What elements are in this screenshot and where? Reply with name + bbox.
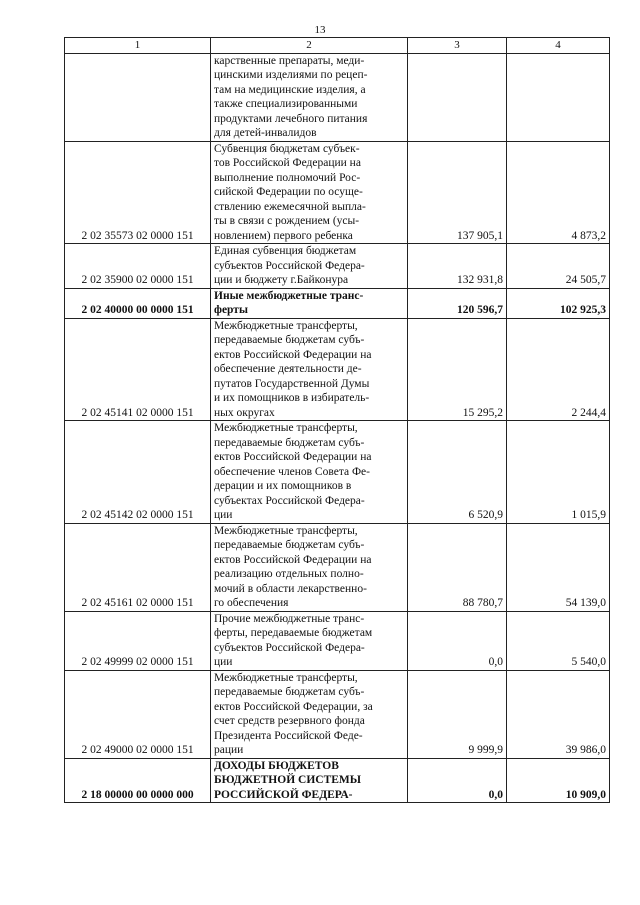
description-line: реализацию отдельных полно-	[214, 568, 364, 580]
item-description	[211, 244, 408, 289]
description-line: также специализированными	[214, 98, 358, 110]
amount-column-3: 137 905,1	[408, 141, 507, 244]
item-description	[211, 670, 408, 758]
item-description	[211, 53, 408, 141]
item-description	[211, 611, 408, 670]
description-line: ты в связи с рождением (усы-	[214, 215, 360, 227]
description-line: передаваемые бюджетам субъ-	[214, 539, 365, 551]
description-line: субъектах Российской Федера-	[214, 494, 365, 507]
budget-code: 2 02 45142 02 0000 151	[65, 421, 211, 524]
description-line: продуктами лечебного питания	[214, 112, 368, 125]
table-row	[65, 523, 610, 611]
description-line: дерации и их помощников в	[214, 480, 352, 492]
table-row	[65, 318, 610, 421]
column-header: 3	[408, 38, 507, 54]
description-line: передаваемые бюджетам субъ-	[214, 686, 365, 698]
page-number: 13	[314, 24, 326, 36]
description-line: Межбюджетные трансферты,	[214, 671, 358, 684]
description-line: Субвенция бюджетам субъек-	[214, 142, 360, 155]
description-line: БЮДЖЕТНОЙ СИСТЕМЫ	[214, 774, 362, 786]
description-line: там на медицинские изделия, а	[214, 83, 366, 96]
budget-code: 2 18 00000 00 0000 000	[65, 758, 211, 803]
column-header: 4	[507, 38, 610, 54]
description-line: ферты	[214, 304, 248, 316]
amount-column-4: 1 015,9	[507, 421, 610, 524]
description-line: РОССИЙСКОЙ ФЕДЕРА-	[214, 788, 353, 801]
description-line: Межбюджетные трансферты,	[214, 422, 358, 434]
description-line: передаваемые бюджетам субъ-	[214, 436, 365, 449]
amount-column-4: 102 925,3	[507, 288, 610, 318]
amount-column-3: 0,0	[408, 611, 507, 670]
description-line: Президента Российской Феде-	[214, 729, 363, 742]
description-line: Единая субвенция бюджетам	[214, 245, 357, 257]
description-line: новлением) первого ребенка	[214, 229, 353, 242]
column-header: 1	[65, 38, 211, 54]
description-line: субъектов Российской Федера-	[214, 641, 365, 654]
budget-code: 2 02 35900 02 0000 151	[65, 244, 211, 289]
amount-column-3: 9 999,9	[408, 670, 507, 758]
description-line: Межбюджетные трансферты,	[214, 319, 358, 332]
description-line: Иные межбюджетные транс-	[214, 289, 364, 302]
description-line: ектов Российской Федерации на	[214, 451, 372, 463]
item-description	[211, 288, 408, 318]
table-header-row	[65, 38, 610, 54]
item-description	[211, 141, 408, 244]
amount-column-3: 120 596,7	[408, 288, 507, 318]
description-line: цинскими изделиями по рецеп-	[214, 69, 368, 81]
item-description	[211, 318, 408, 421]
description-line: сийской Федерации по осуще-	[214, 186, 363, 198]
table-row	[65, 421, 610, 524]
amount-column-3: 15 295,2	[408, 318, 507, 421]
budget-code	[65, 53, 211, 141]
table-row	[65, 758, 610, 803]
amount-column-4: 54 139,0	[507, 523, 610, 611]
table-row	[65, 670, 610, 758]
amount-column-3: 0,0	[408, 758, 507, 803]
amount-column-4: 5 540,0	[507, 611, 610, 670]
amount-column-4: 4 873,2	[507, 141, 610, 244]
table-row	[65, 288, 610, 318]
description-line: обеспечение членов Совета Фе-	[214, 465, 370, 478]
budget-table	[64, 37, 610, 803]
description-line: ствлению ежемесячной выпла-	[214, 200, 366, 213]
description-line: ектов Российской Федерации на	[214, 348, 372, 361]
item-description	[211, 421, 408, 524]
amount-column-4	[507, 53, 610, 141]
table-row	[65, 141, 610, 244]
description-line: Межбюджетные трансферты,	[214, 524, 358, 537]
amount-column-3: 6 520,9	[408, 421, 507, 524]
description-line: рации	[214, 744, 244, 756]
description-line: ных округах	[214, 406, 275, 419]
item-description	[211, 758, 408, 803]
table-row	[65, 53, 610, 141]
description-line: ДОХОДЫ БЮДЖЕТОВ	[214, 759, 339, 772]
description-line: для детей-инвалидов	[214, 127, 317, 139]
amount-column-4: 10 909,0	[507, 758, 610, 803]
description-line: го обеспечения	[214, 597, 289, 609]
description-line: ции	[214, 656, 233, 668]
column-header: 2	[211, 38, 408, 54]
description-line: передаваемые бюджетам субъ-	[214, 334, 365, 346]
table-row	[65, 244, 610, 289]
table-row	[65, 611, 610, 670]
item-description	[211, 523, 408, 611]
description-line: ферты, передаваемые бюджетам	[214, 627, 373, 639]
budget-code: 2 02 40000 00 0000 151	[65, 288, 211, 318]
budget-code: 2 02 49000 02 0000 151	[65, 670, 211, 758]
amount-column-4: 24 505,7	[507, 244, 610, 289]
amount-column-3: 88 780,7	[408, 523, 507, 611]
description-line: карственные препараты, меди-	[214, 54, 365, 67]
amount-column-4: 2 244,4	[507, 318, 610, 421]
description-line: выполнение полномочий Рос-	[214, 171, 361, 184]
description-line: ектов Российской Федерации на	[214, 553, 372, 566]
description-line: путатов Государственной Думы	[214, 377, 370, 390]
description-line: ции и бюджету г.Байконура	[214, 274, 349, 286]
budget-code: 2 02 35573 02 0000 151	[65, 141, 211, 244]
budget-code: 2 02 45141 02 0000 151	[65, 318, 211, 421]
amount-column-4: 39 986,0	[507, 670, 610, 758]
description-line: ектов Российской Федерации, за	[214, 700, 373, 713]
description-line: и их помощников в избиратель-	[214, 392, 370, 404]
description-line: Прочие межбюджетные транс-	[214, 612, 365, 625]
description-line: ции	[214, 509, 233, 521]
description-line: обеспечение деятельности де-	[214, 363, 362, 375]
description-line: мочий в области лекарственно-	[214, 582, 367, 595]
amount-column-3	[408, 53, 507, 141]
description-line: счет средств резервного фонда	[214, 715, 365, 727]
description-line: субъектов Российской Федера-	[214, 259, 365, 272]
amount-column-3: 132 931,8	[408, 244, 507, 289]
budget-code: 2 02 49999 02 0000 151	[65, 611, 211, 670]
budget-code: 2 02 45161 02 0000 151	[65, 523, 211, 611]
description-line: тов Российской Федерации на	[214, 157, 361, 169]
